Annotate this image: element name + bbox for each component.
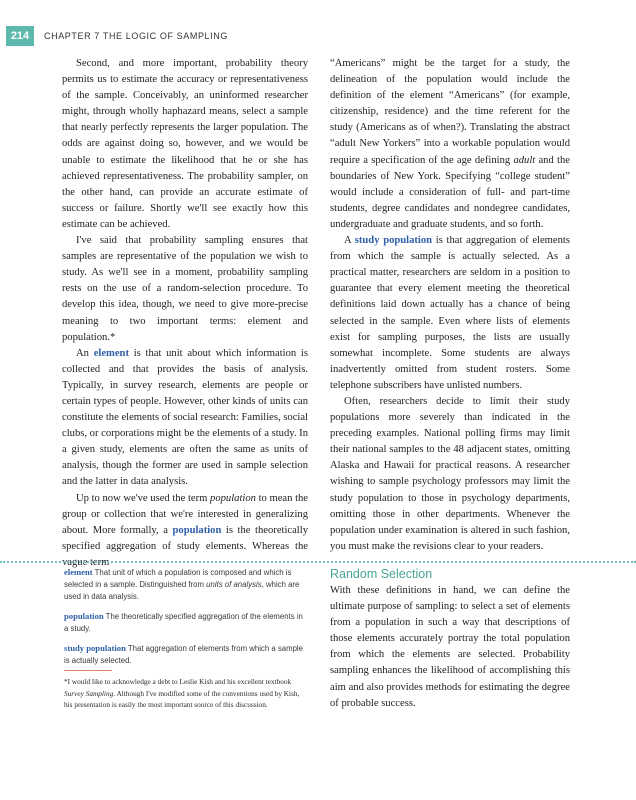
section-body xyxy=(330,583,570,712)
footnote-rule xyxy=(64,670,112,671)
margin-glossary xyxy=(64,566,304,674)
running-header xyxy=(0,26,636,46)
paragraph: With these definitions in hand, we can define the ultimate purpose of sampling: to select a set of elements from a population in such a way that descriptions of those elements accurately portray the total population from which the elements are selected. Probability sampling enhances the likelihood of accomplishing this aim and also provides methods for estimating the degree of probable success. xyxy=(330,585,570,709)
paragraph: Often, researchers decide to limit their study populations more severely than indicated in the preceding examples. National polling firms may limit their national samples to the 48 adjacent states, omitting Alaska and Hawaii for practical reasons. A researcher wishing to sample psychology professors may limit the study population to those in psychology departments, omitting those in other departments. Whenever the population under examination is altered in such fashion, you must make the revisions clear to your readers. xyxy=(330,395,570,552)
glossary-entry: study population That aggregation of elements from which a sample is actually selected. xyxy=(64,643,303,665)
chapter-title: CHAPTER 7 THE LOGIC OF SAMPLING xyxy=(44,31,228,41)
footnote: *I would like to acknowledge a debt to Leslie Kish and his excellent textbook Survey Sampling. Although I've modified some of the conventions used by Kish, his presentation is easily the most important source of this discussion. xyxy=(64,677,300,710)
key-term-study-population: study population xyxy=(354,235,433,247)
right-column xyxy=(330,56,570,555)
dotted-divider xyxy=(0,561,636,563)
glossary-entry: element That unit of which a population is composed and which is selected in a sample. Distinguished from units of analysis, which are used in data analysis. xyxy=(64,567,300,601)
paragraph: Up to now we've used the term population to mean the group or collection that we're interested in generalizing about. More formally, a population is the theoretically specified aggregation of study elements. Whereas the vague term xyxy=(62,492,309,568)
section-heading: Random Selection xyxy=(330,567,433,581)
paragraph: I've said that probability sampling ensures that samples are representative of the population we wish to study. As we'll see in a moment, probability sampling rests on the use of a random-selection procedure. To develop this idea, though, we need to give more-precise meaning to two important terms: element and population.* xyxy=(62,235,308,343)
paragraph: “Americans” might be the target for a study, the delineation of the population would include the definition of the element “Americans” (for example, citizenship, residence) and the time referent for the study (Americans as of when?). Translating the abstract “adult New Yorkers” into a workable population would require a specification of the age defining adult and the boundaries of New York. Specifying “college student” would include a consideration of full- and part-time students, degree candidates and nondegree candidates, undergraduate and graduate students, and so forth. xyxy=(330,58,570,230)
paragraph: An element is that unit about which information is collected and that provides the basis of analysis. Typically, in survey research, elements are people or certain types of people. However, other kinds of units can constitute the elements of social research: Families, social clubs, or corporations might be the elements of a study. In a given study, elements are often the same as units of analysis, though the former are used in sample selection and the latter in data analysis. xyxy=(62,347,308,488)
left-column xyxy=(62,56,308,571)
glossary-entry: population The theoretically specified aggregation of the elements in a study. xyxy=(64,611,303,633)
page-number: 214 xyxy=(6,26,34,46)
paragraph: A study population is that aggregation of elements from which the sample is actually selected. As a practical matter, researchers are seldom in a position to guarantee that every element meeting the theoretical definitions laid down actually has a chance of being selected in the sample. Even where lists of elements exist for sampling purposes, the lists are usually somewhat incomplete. Some students are always inadvertently omitted from student rosters. Some telephone subscribers have unlisted numbers. xyxy=(330,235,570,391)
paragraph: Second, and more important, probability theory permits us to estimate the accuracy or representativeness of the sample. Conceivably, an uninformed researcher might, through wholly haphazard means, select a sample that nearly perfectly represents the larger population. The odds are against doing so, however, and we would be unable to estimate the likelihood that he or she has achieved representativeness. The probability sampler, on the other hand, can provide an accurate estimate of success or failure. Shortly we'll see exactly how this estimate can be achieved. xyxy=(62,58,308,230)
key-term-population: population xyxy=(172,524,222,536)
key-term-element: element xyxy=(93,347,129,359)
